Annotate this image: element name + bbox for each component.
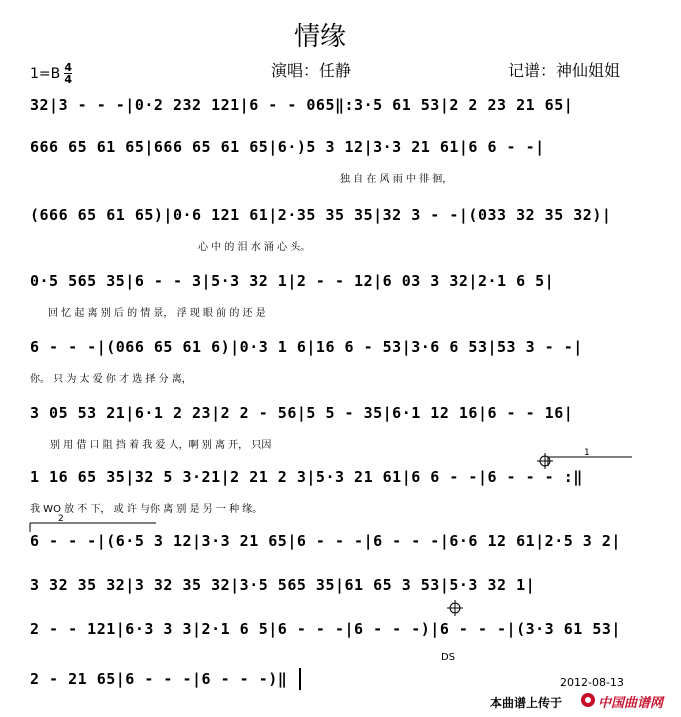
upload-date: 2012-08-13 bbox=[560, 676, 624, 689]
site-name[interactable]: 中国曲谱网 bbox=[598, 696, 664, 711]
key-label: 1=B bbox=[30, 65, 61, 82]
lyric-row-7: 我 WO 放 不 下， 或 许 与你 离 别 是 另 一 种 缘。 bbox=[30, 504, 263, 515]
score-row-9: 3 32 35 32|3 32 35 32|3·5 565 35|61 65 3 53|5·3 32 1| bbox=[30, 576, 536, 594]
notator-credit: 记谱：神仙姐姐 bbox=[508, 61, 621, 80]
score-row-10: 2 - - 121|6·3 3 3|2·1 6 5|6 - - -|6 - - -)|6 - - -|(3·3 61 53| bbox=[30, 620, 621, 638]
volta-1-bracket bbox=[548, 457, 632, 466]
lyric-row-5: 你。 只 为 太 爱 你 才 选 择 分 离， bbox=[30, 374, 192, 385]
score-title: 情缘 bbox=[293, 22, 346, 52]
volta-1-label: 1 bbox=[584, 448, 590, 458]
lyric-row-6: 别 用 借 口 阻 挡 着 我 爱 人，啊 别 离 开， 只因 bbox=[50, 440, 272, 451]
volta-2-label: 2 bbox=[58, 514, 64, 524]
score-row-11: 2 - 21 65|6 - - -|6 - - -)‖ bbox=[30, 670, 288, 688]
lyric-row-3: 心 中 的 泪 水 涌 心 头。 bbox=[198, 242, 311, 253]
score-row-3: (666 65 61 65)|0·6 121 61|2·35 35 35|32 3 - -|(033 32 35 32)| bbox=[30, 206, 612, 224]
score-row-5: 6 - - -|(066 65 61 6)|0·3 1 6|16 6 - 53|3·6 6 53|53 3 - -| bbox=[30, 338, 583, 356]
time-signature-bottom: 4 bbox=[64, 73, 73, 86]
lyric-row-4: 回 忆 起 离 别 后 的 情 景， 浮 现 眼 前 的 还 是 bbox=[48, 308, 266, 319]
site-logo-icon bbox=[580, 692, 596, 708]
volta-2-bracket bbox=[30, 523, 156, 532]
score-row-2: 666 65 61 65|666 65 61 65|6·)5 3 12|3·3 21 61|6 6 - -| bbox=[30, 138, 545, 156]
lyric-row-2: 独 自 在 风 雨 中 徘 徊， bbox=[340, 174, 453, 185]
score-row-8: 6 - - -|(6·5 3 12|3·3 21 65|6 - - -|6 - - -|6·6 12 61|2·5 3 2| bbox=[30, 532, 621, 550]
score-row-1: 32|3 - - -|0·2 232 121|6 - - 065‖:3·5 61 53|2 2 23 21 65| bbox=[30, 96, 574, 114]
coda-icon-2 bbox=[447, 600, 463, 616]
time-signature-top: 4 bbox=[64, 61, 73, 74]
score-row-6: 3 05 53 21|6·1 2 23|2 2 - 56|5 5 - 35|6·1 12 16|6 - - 16| bbox=[30, 404, 574, 422]
ds-marking: DS bbox=[441, 652, 456, 663]
coda-icon bbox=[537, 453, 553, 469]
score-row-7: 1 16 65 35|32 5 3·21|2 21 2 3|5·3 21 61|6 6 - -|6 - - - :‖ bbox=[30, 468, 583, 486]
singer-credit: 演唱：任静 bbox=[271, 61, 352, 80]
score-row-4: 0·5 565 35|6 - - 3|5·3 32 1|2 - - 12|6 03 3 32|2·1 6 5| bbox=[30, 272, 555, 290]
uploader-text: 本曲谱上传于 bbox=[490, 696, 563, 710]
